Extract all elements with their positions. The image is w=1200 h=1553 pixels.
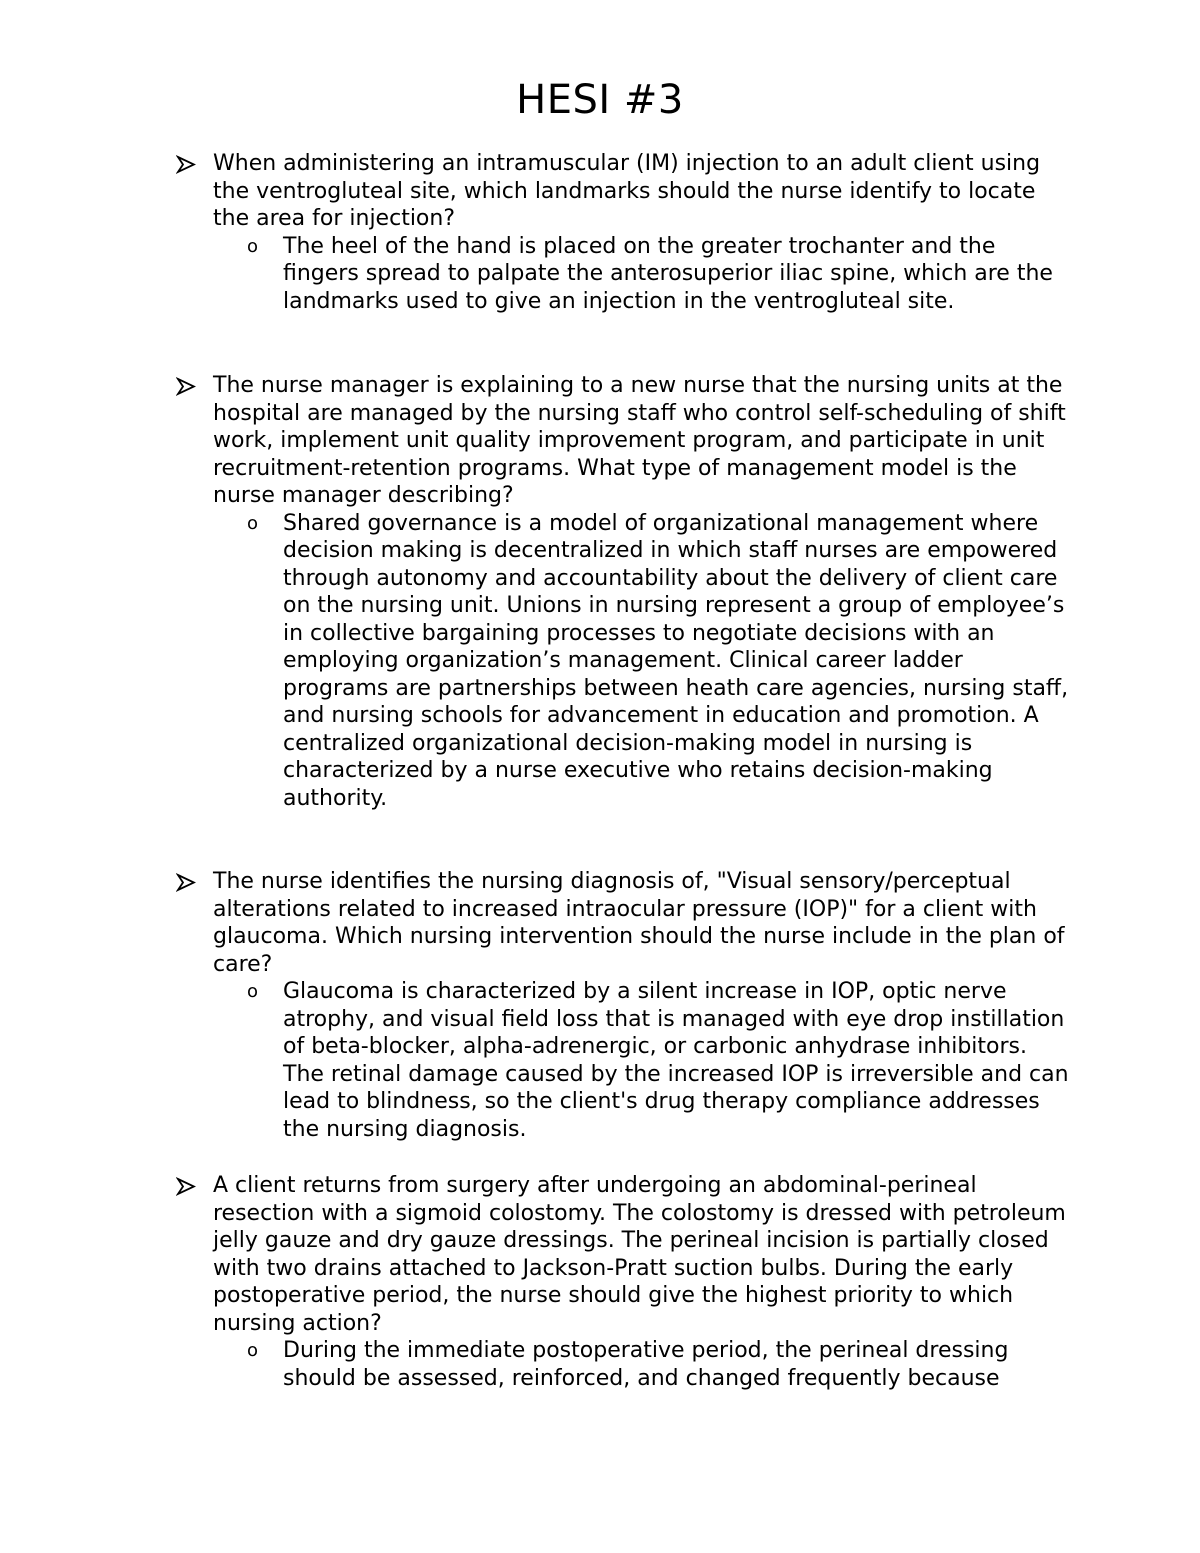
question-text: A client returns from surgery after undergoing an abdominal-perineal resection with a sigmoid colostomy. The colostomy is dressed with petroleum jelly gauze and dry gauze dressings. The perineal incision is partially closed with two drains attached to Jackson-Pratt suction bulbs. During the early postoperative period, the nurse should give the highest priority to which nursing action? [213,1173,1066,1336]
answer-1 [0,233,1073,316]
arrowhead-bullet-icon [176,1172,196,1200]
answer-text: During the immediate postoperative period, the perineal dressing should be assessed, reinforced, and changed frequently because [283,1338,1009,1391]
arrowhead-bullet-icon [176,150,196,178]
answer-text: Glaucoma is characterized by a silent increase in IOP, optic nerve atrophy, and visual field loss that is managed with eye drop instillation of beta-blocker, alpha-adrenergic, or carbonic anhydrase inhibitors. The retinal damage caused by the increased IOP is irreversible and can lead to blindness, so the client's drug therapy compliance addresses the nursing diagnosis. [283,979,1069,1142]
question-4 [0,1172,1073,1337]
question-3 [0,868,1073,978]
answer-bullet: o [247,1340,259,1361]
question-2 [0,372,1073,510]
question-1 [0,150,1073,233]
answer-text: The heel of the hand is placed on the greater trochanter and the fingers spread to palpate the anterosuperior iliac spine, which are the landmarks used to give an injection in the ventrogluteal site. [283,233,1053,314]
arrowhead-bullet-icon [176,372,196,400]
answer-text: Shared governance is a model of organizational management where decision making is decentralized in which staff nurses are empowered through autonomy and accountability about the delivery of client care on the nursing unit. Unions in nursing represent a group of employee’s in collective bargaining processes to negotiate decisions with an employing organization’s management. Clinical career ladder programs are partnerships between heath care agencies, nursing staff, and nursing schools for advancement in education and promotion. A centralized organizational decision-making model in nursing is characterized by a nurse executive who retains decision-making authority. [283,510,1069,811]
arrowhead-bullet-icon [176,868,196,896]
qa-item-3 [0,868,1200,1143]
answer-bullet: o [247,512,259,534]
answer-4 [0,1337,1073,1392]
answer-bullet: o [247,235,259,257]
qa-item-1 [0,150,1200,315]
answer-3 [0,978,1073,1143]
answer-2 [0,510,1073,813]
question-text: The nurse manager is explaining to a new nurse that the nursing units at the hospital are managed by the nursing staff who control self-scheduling of shift work, implement unit quality improvement program, and participate in unit recruitment-retention programs. What type of management model is the nurse manager describing? [213,373,1066,508]
question-text: The nurse identifies the nursing diagnosis of, "Visual sensory/perceptual alterations related to increased intraocular pressure (IOP)" for a client with glaucoma. Which nursing intervention should the nurse include in the plan of care? [213,869,1065,977]
page-title: HESI #3 [516,77,684,123]
question-text: When administering an intramuscular (IM) injection to an adult client using the ventrogluteal site, which landmarks should the nurse identify to locate the area for injection? [213,151,1041,231]
answer-bullet: o [247,981,259,1002]
qa-item-2 [0,372,1200,812]
qa-item-4 [0,1172,1200,1392]
